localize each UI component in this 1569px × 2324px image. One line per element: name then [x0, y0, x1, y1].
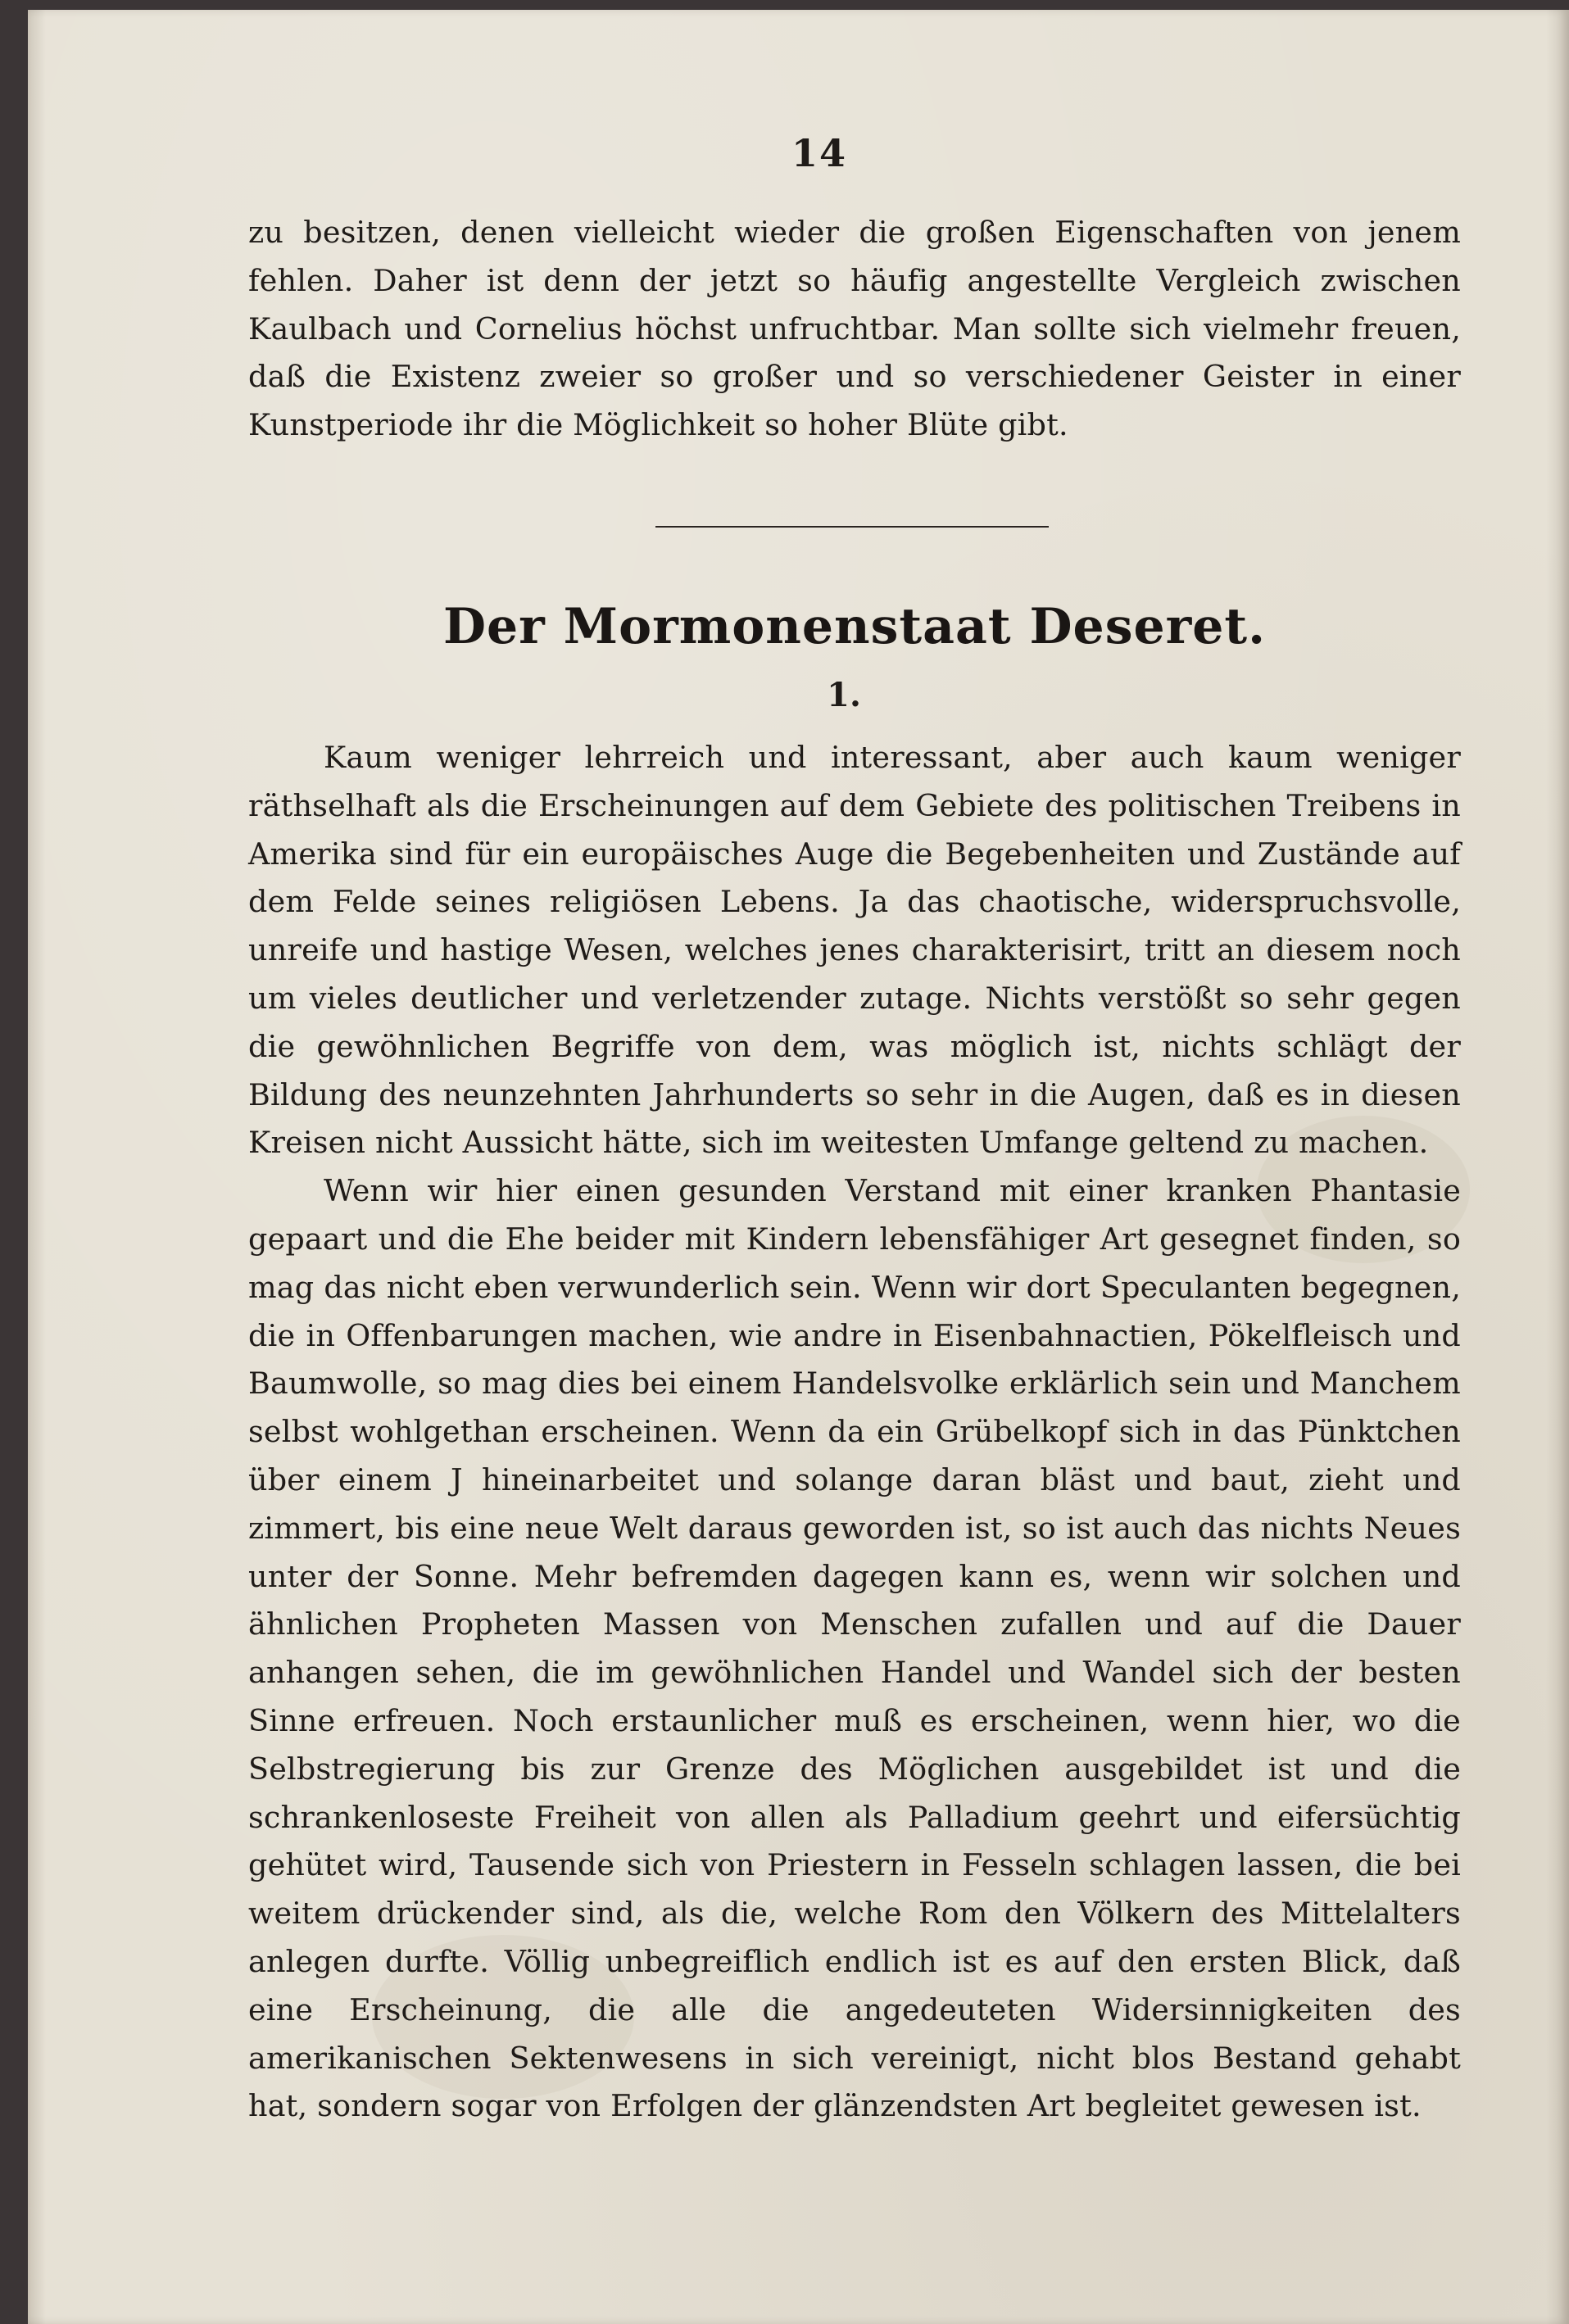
- section-number: 1.: [827, 676, 861, 714]
- continued-paragraph: [248, 209, 1461, 450]
- paragraph-text: zu besitzen, denen vielleicht wieder die großen Eigenschaften von jenem fehlen. Daher ist denn der jetzt so häufig angestellte Vergleich zwischen Kaulbach und Cornelius höchst unfruchtbar. Man sollte sich vielmehr freuen, daß die Existenz zweier so großer und so verschiedener Geister in einer Kunstperiode ihr die Möglichkeit so hoher Blüte gibt.: [248, 215, 1461, 443]
- section-body: [248, 734, 1461, 2131]
- paragraph-text: Wenn wir hier einen gesunden Verstand mit einer kranken Phantasie gepaart und die Ehe beider mit Kindern lebensfähiger Art gesegnet finden, so mag das nicht eben verwunderlich sein. Wenn wir dort Speculanten begegnen, die in Offenbarungen machen, wie andre in Eisenbahnactien, Pökelfleisch und Baumwolle, so mag dies bei einem Handelsvolke erklärlich sein und Manchem selbst wohlgethan erscheinen. Wenn da ein Grübelkopf sich in das Pünktchen über einem J hineinarbeitet und solange daran bläst und baut, zieht und zimmert, bis eine neue Welt daraus geworden ist, so ist auch das nichts Neues unter der Sonne. Mehr befremden dagegen kann es, wenn wir solchen und ähnlichen Propheten Massen von Menschen zufallen und auf die Dauer anhangen sehen, die im gewöhnlichen Handel und Wandel sich der besten Sinne erfreuen. Noch erstaunlicher muß es erscheinen, wenn hier, wo die Selbstregierung bis zur Grenze des Möglichen ausgebildet ist und die schrankenloseste Freiheit von allen als Palladium geehrt und eifersüchtig gehütet wird, Tausende sich von Priestern in Fesseln schlagen lassen, die bei weitem drückender sind, als die, welche Rom den Völkern des Mittelalters anlegen durfte. Völlig unbegreiflich endlich ist es auf den ersten Blick, daß eine Erscheinung, die alle die angedeuteten Widersinnigkeiten des amerikanischen Sektenwesens in sich vereinigt, nicht blos Bestand gehabt hat, sondern sogar von Erfolgen der glänzendsten Art begleitet gewesen ist.: [248, 1173, 1461, 2124]
- section-divider: [655, 526, 1049, 528]
- page-edge-shadow: [1546, 10, 1569, 2324]
- section-title: Der Mormonenstaat Deseret.: [442, 598, 1267, 655]
- page-number: 14: [791, 131, 847, 175]
- paragraph-text: Kaum weniger lehrreich und interessant, aber auch kaum weniger räthselhaft als die Erscheinungen auf dem Gebiete des politischen Treibens in Amerika sind für ein europäisches Auge die Begebenheiten und Zustände auf dem Felde seines religiösen Lebens. Ja das chaotische, widerspruchsvolle, unreife und hastige Wesen, welches jenes charakterisirt, tritt an diesem noch um vieles deutlicher und verletzender zutage. Nichts verstößt so sehr gegen die gewöhnlichen Begriffe von dem, was möglich ist, nichts schlägt der Bildung des neunzehnten Jahrhunderts so sehr in die Augen, daß es in diesen Kreisen nicht Aussicht hätte, sich im weitesten Umfange geltend zu machen.: [248, 740, 1461, 1161]
